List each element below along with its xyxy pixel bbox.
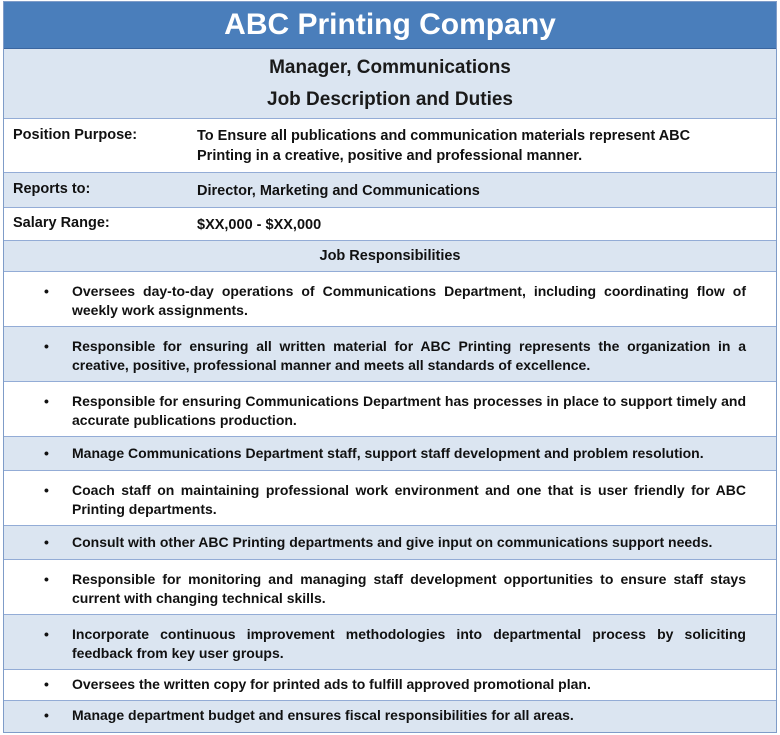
responsibility-text: Manage department budget and ensures fiscal responsibilities for all areas.	[72, 707, 574, 723]
responsibility-text: Manage Communications Department staff, support staff development and problem resolution.	[72, 445, 704, 461]
field-value: Director, Marketing and Communications	[197, 183, 480, 199]
responsibility-text: Responsible for ensuring Communications Department has processes in place to support timely and accurate publications production.	[72, 393, 746, 428]
company-header: ABC Printing Company	[4, 2, 776, 49]
bullet: •	[44, 626, 49, 642]
field-label: Position Purpose:	[13, 127, 138, 143]
list-item	[4, 701, 776, 732]
field-value: $XX,000 - $XX,000	[197, 217, 322, 233]
responsibility-text: Incorporate continuous improvement methodologies into departmental process by soliciting feedback from key user groups.	[72, 626, 746, 661]
bullet: •	[44, 707, 49, 723]
responsibility-text: Consult with other ABC Printing departments and give input on communications support needs.	[72, 534, 713, 550]
title-block	[4, 49, 776, 119]
job-title: Manager, Communications	[269, 57, 511, 78]
field-reports-to	[4, 173, 776, 208]
responsibility-text: Oversees the written copy for printed ads to fulfill approved promotional plan.	[72, 676, 591, 692]
bullet: •	[44, 393, 49, 409]
list-item	[4, 670, 776, 701]
list-item	[4, 382, 776, 437]
list-item	[4, 615, 776, 670]
job-description-document	[3, 1, 777, 733]
field-label: Reports to:	[13, 181, 91, 197]
responsibility-text: Coach staff on maintaining professional work environment and one that is user friendly for ABC Printing departments.	[72, 482, 746, 517]
responsibility-text: Oversees day-to-day operations of Communications Department, including coordinating flow of weekly work assignments.	[72, 283, 746, 318]
bullet: •	[44, 482, 49, 498]
field-salary-range	[4, 208, 776, 241]
bullet: •	[44, 676, 49, 692]
list-item	[4, 437, 776, 471]
bullet: •	[44, 534, 49, 550]
responsibility-text: Responsible for monitoring and managing staff development opportunities to ensure staff stays current with changing technical skills.	[72, 571, 746, 606]
field-position-purpose	[4, 119, 776, 173]
bullet: •	[44, 338, 49, 354]
list-item	[4, 560, 776, 615]
list-item	[4, 526, 776, 560]
bullet: •	[44, 283, 49, 299]
responsibilities-heading: Job Responsibilities	[4, 241, 776, 272]
list-item	[4, 272, 776, 327]
responsibility-text: Responsible for ensuring all written material for ABC Printing represents the organization in a creative, positive, professional manner and meets all standards of excellence.	[72, 338, 746, 373]
bullet: •	[44, 571, 49, 587]
list-item	[4, 327, 776, 382]
field-value: To Ensure all publications and communication materials represent ABC Printing in a creative, positive and professional manner.	[197, 128, 691, 164]
bullet: •	[44, 445, 49, 461]
document-subtitle: Job Description and Duties	[267, 89, 513, 110]
list-item	[4, 471, 776, 526]
field-label: Salary Range:	[13, 215, 110, 231]
